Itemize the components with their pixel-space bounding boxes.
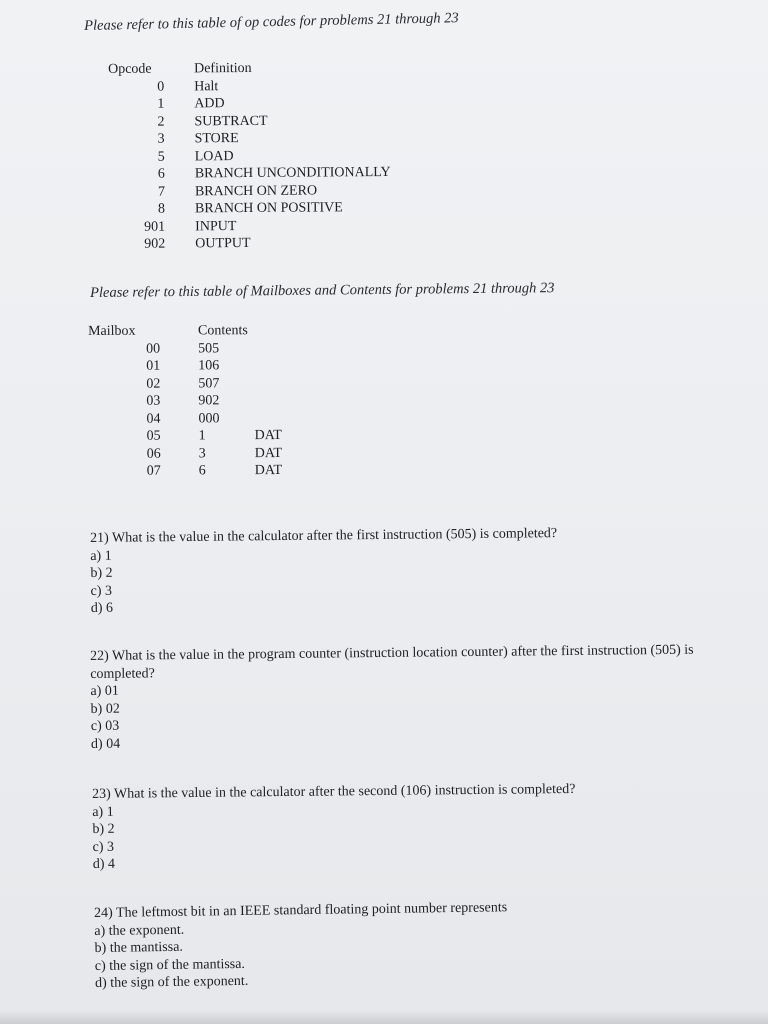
contents-cell: 106 [198, 358, 220, 374]
answer-option: c) 3 [92, 839, 115, 855]
answer-option: a) 01 [90, 683, 119, 699]
definition-column-header: Definition [194, 60, 252, 77]
page-bottom-shadow [0, 1010, 768, 1024]
mailbox-cell: 07 [146, 463, 161, 479]
question-text: 22) What is the value in the program counter (instruction location counter) after the first instruction (505) is completed? [90, 642, 694, 682]
note-cell: DAT [254, 445, 282, 461]
definition-cell: INPUT [195, 218, 237, 234]
contents-cell: 3 [198, 445, 206, 461]
contents-cell: 000 [198, 410, 220, 426]
definition-cell: BRANCH ON POSITIVE [194, 200, 343, 217]
note-cell: DAT [254, 462, 283, 479]
answer-option: a) 1 [92, 804, 114, 820]
opcode-cell: 6 [157, 166, 165, 182]
opcode-table-heading: Please refer to this table of op codes for problems 21 through 23 [84, 10, 459, 34]
opcode-cell: 8 [157, 201, 166, 217]
mailbox-cell: 06 [146, 446, 161, 462]
answer-option: c) 03 [90, 718, 120, 734]
opcode-cell: 901 [144, 219, 166, 235]
answer-option: d) 4 [92, 856, 116, 872]
answer-option: c) the sign of the mantissa. [94, 956, 246, 974]
contents-cell: 6 [198, 463, 206, 479]
answer-option: b) the mantissa. [94, 939, 183, 956]
mailbox-cell: 04 [146, 411, 161, 427]
answer-option: a) 1 [90, 548, 112, 564]
definition-cell: OUTPUT [195, 235, 251, 252]
definition-cell: STORE [194, 131, 239, 147]
opcode-cell: 2 [157, 114, 165, 130]
mailbox-column-header: Mailbox [88, 323, 136, 339]
contents-cell: 902 [198, 393, 220, 409]
opcode-column-header: Opcode [108, 61, 152, 77]
contents-cell: 505 [198, 340, 220, 356]
definition-cell: Halt [194, 78, 219, 94]
answer-option: a) the exponent. [94, 922, 185, 939]
definition-cell: SUBTRACT [194, 113, 268, 129]
opcode-cell: 5 [157, 149, 165, 165]
answer-option: d) 6 [90, 600, 114, 616]
contents-cell: 1 [198, 428, 206, 444]
mailbox-cell: 01 [146, 358, 161, 374]
question-text: 23) What is the value in the calculator after the second (106) instruction is completed? [92, 781, 576, 802]
question-23 [92, 780, 653, 873]
definition-cell: BRANCH ON ZERO [194, 182, 318, 199]
question-22 [90, 641, 741, 753]
mailbox-cell: 03 [146, 393, 161, 409]
question-21 [90, 524, 651, 617]
answer-option: c) 3 [90, 583, 113, 599]
answer-option: b) 2 [92, 821, 115, 837]
opcode-table [100, 60, 391, 253]
mailbox-cell: 02 [146, 376, 161, 392]
definition-cell: LOAD [194, 148, 234, 164]
definition-cell: BRANCH UNCONDITIONALLY [194, 164, 391, 182]
definition-cell: ADD [194, 96, 225, 112]
contents-cell: 507 [198, 375, 220, 391]
opcode-cell: 0 [157, 79, 165, 95]
question-text: 21) What is the value in the calculator after the first instruction (505) is completed? [90, 526, 558, 546]
contents-column-header: Contents [198, 323, 248, 339]
mailbox-cell: 00 [146, 341, 161, 357]
answer-option: b) 2 [90, 565, 113, 581]
mailbox-table [88, 323, 283, 480]
mailbox-cell: 05 [146, 428, 161, 444]
question-24 [94, 897, 655, 992]
note-cell: DAT [254, 427, 282, 444]
opcode-cell: 7 [157, 184, 165, 200]
answer-option: b) 02 [90, 701, 120, 717]
answer-option: d) 04 [90, 736, 121, 752]
opcode-cell: 3 [157, 131, 165, 147]
mailbox-table-heading: Please refer to this table of Mailboxes and Contents for problems 21 through 23 [90, 280, 555, 301]
opcode-cell: 902 [144, 236, 166, 252]
question-text: 24) The leftmost bit in an IEEE standard floating point number represents [94, 900, 508, 921]
answer-option: d) the sign of the exponent. [94, 973, 249, 991]
opcode-cell: 1 [157, 96, 165, 112]
